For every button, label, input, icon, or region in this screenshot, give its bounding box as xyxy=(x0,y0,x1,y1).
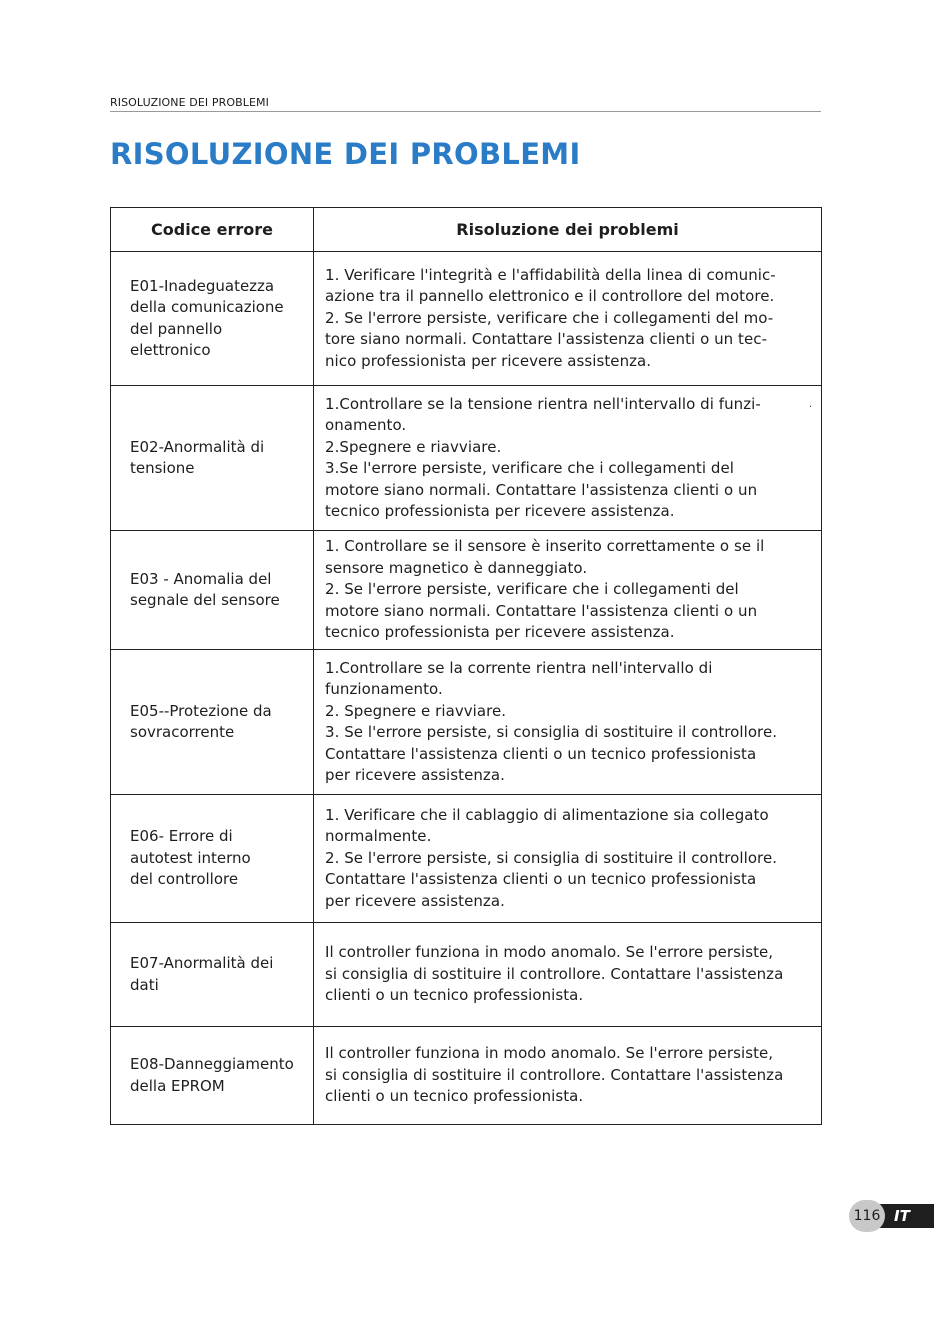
running-header: RISOLUZIONE DEI PROBLEMI xyxy=(110,96,269,109)
table-row xyxy=(111,923,822,1027)
table-row xyxy=(111,795,822,923)
error-code-cell: E06- Errore di autotest interno del controllore xyxy=(111,795,314,923)
error-code-cell: E08-Danneggiamento della EPROM xyxy=(111,1027,314,1125)
resolution-cell: 1.Controllare se la corrente rientra nell'intervallo di funzionamento. 2. Spegnere e riavviare. 3. Se l'errore persiste, si consiglia di sostituire il controllore. Contattare l'assistenza clienti o un tecnico professionista per ricevere assistenza. xyxy=(314,650,822,795)
table-row xyxy=(111,386,822,531)
table-row xyxy=(111,650,822,795)
error-code-cell: E05--Protezione da sovracorrente xyxy=(111,650,314,795)
stray-mark: . xyxy=(809,399,813,410)
troubleshooting-table xyxy=(110,207,822,1125)
error-code-cell: E01-Inadeguatezza della comunicazione del pannello elettronico xyxy=(111,252,314,386)
error-code-cell: E02-Anormalità di tensione xyxy=(111,386,314,531)
resolution-cell: Il controller funziona in modo anomalo. Se l'errore persiste, si consiglia di sostituire il controllore. Contattare l'assistenza clienti o un tecnico professionista. xyxy=(314,923,822,1027)
resolution-cell: 1. Verificare l'integrità e l'affidabilità della linea di comunic- azione tra il pannello elettronico e il controllore del motore. 2. Se l'errore persiste, verificare che i collegamenti del mo- tore siano normali. Contattare l'assistenza clienti o un tec- nico professionista per ricevere assistenza. xyxy=(314,252,822,386)
error-code-cell: E03 - Anomalia del segnale del sensore xyxy=(111,531,314,650)
language-tab: IT xyxy=(872,1204,934,1228)
error-code-cell: E07-Anormalità dei dati xyxy=(111,923,314,1027)
page-title: RISOLUZIONE DEI PROBLEMI xyxy=(110,137,581,171)
resolution-cell: 1. Verificare che il cablaggio di alimentazione sia collegato normalmente. 2. Se l'errore persiste, si consiglia di sostituire il controllore. Contattare l'assistenza clienti o un tecnico professionista per ricevere assistenza. xyxy=(314,795,822,923)
column-header-resolution: Risoluzione dei problemi xyxy=(314,208,822,252)
table-row xyxy=(111,252,822,386)
header-divider xyxy=(110,111,821,112)
table-row xyxy=(111,531,822,650)
resolution-cell: Il controller funziona in modo anomalo. Se l'errore persiste, si consiglia di sostituire il controllore. Contattare l'assistenza clienti o un tecnico professionista. xyxy=(314,1027,822,1125)
resolution-cell: 1.Controllare se la tensione rientra nell'intervallo di funzi- onamento. 2.Spegnere e riavviare. 3.Se l'errore persiste, verificare che i collegamenti del motore siano normali. Contattare l'assistenza clienti o un tecnico professionista per ricevere assistenza. xyxy=(314,386,822,531)
page-number-badge: 116 xyxy=(849,1200,885,1232)
column-header-code: Codice errore xyxy=(111,208,314,252)
table-row xyxy=(111,1027,822,1125)
resolution-cell: 1. Controllare se il sensore è inserito correttamente o se il sensore magnetico è danneggiato. 2. Se l'errore persiste, verificare che i collegamenti del motore siano normali. Contattare l'assistenza clienti o un tecnico professionista per ricevere assistenza. xyxy=(314,531,822,650)
table-header-row xyxy=(111,208,822,252)
